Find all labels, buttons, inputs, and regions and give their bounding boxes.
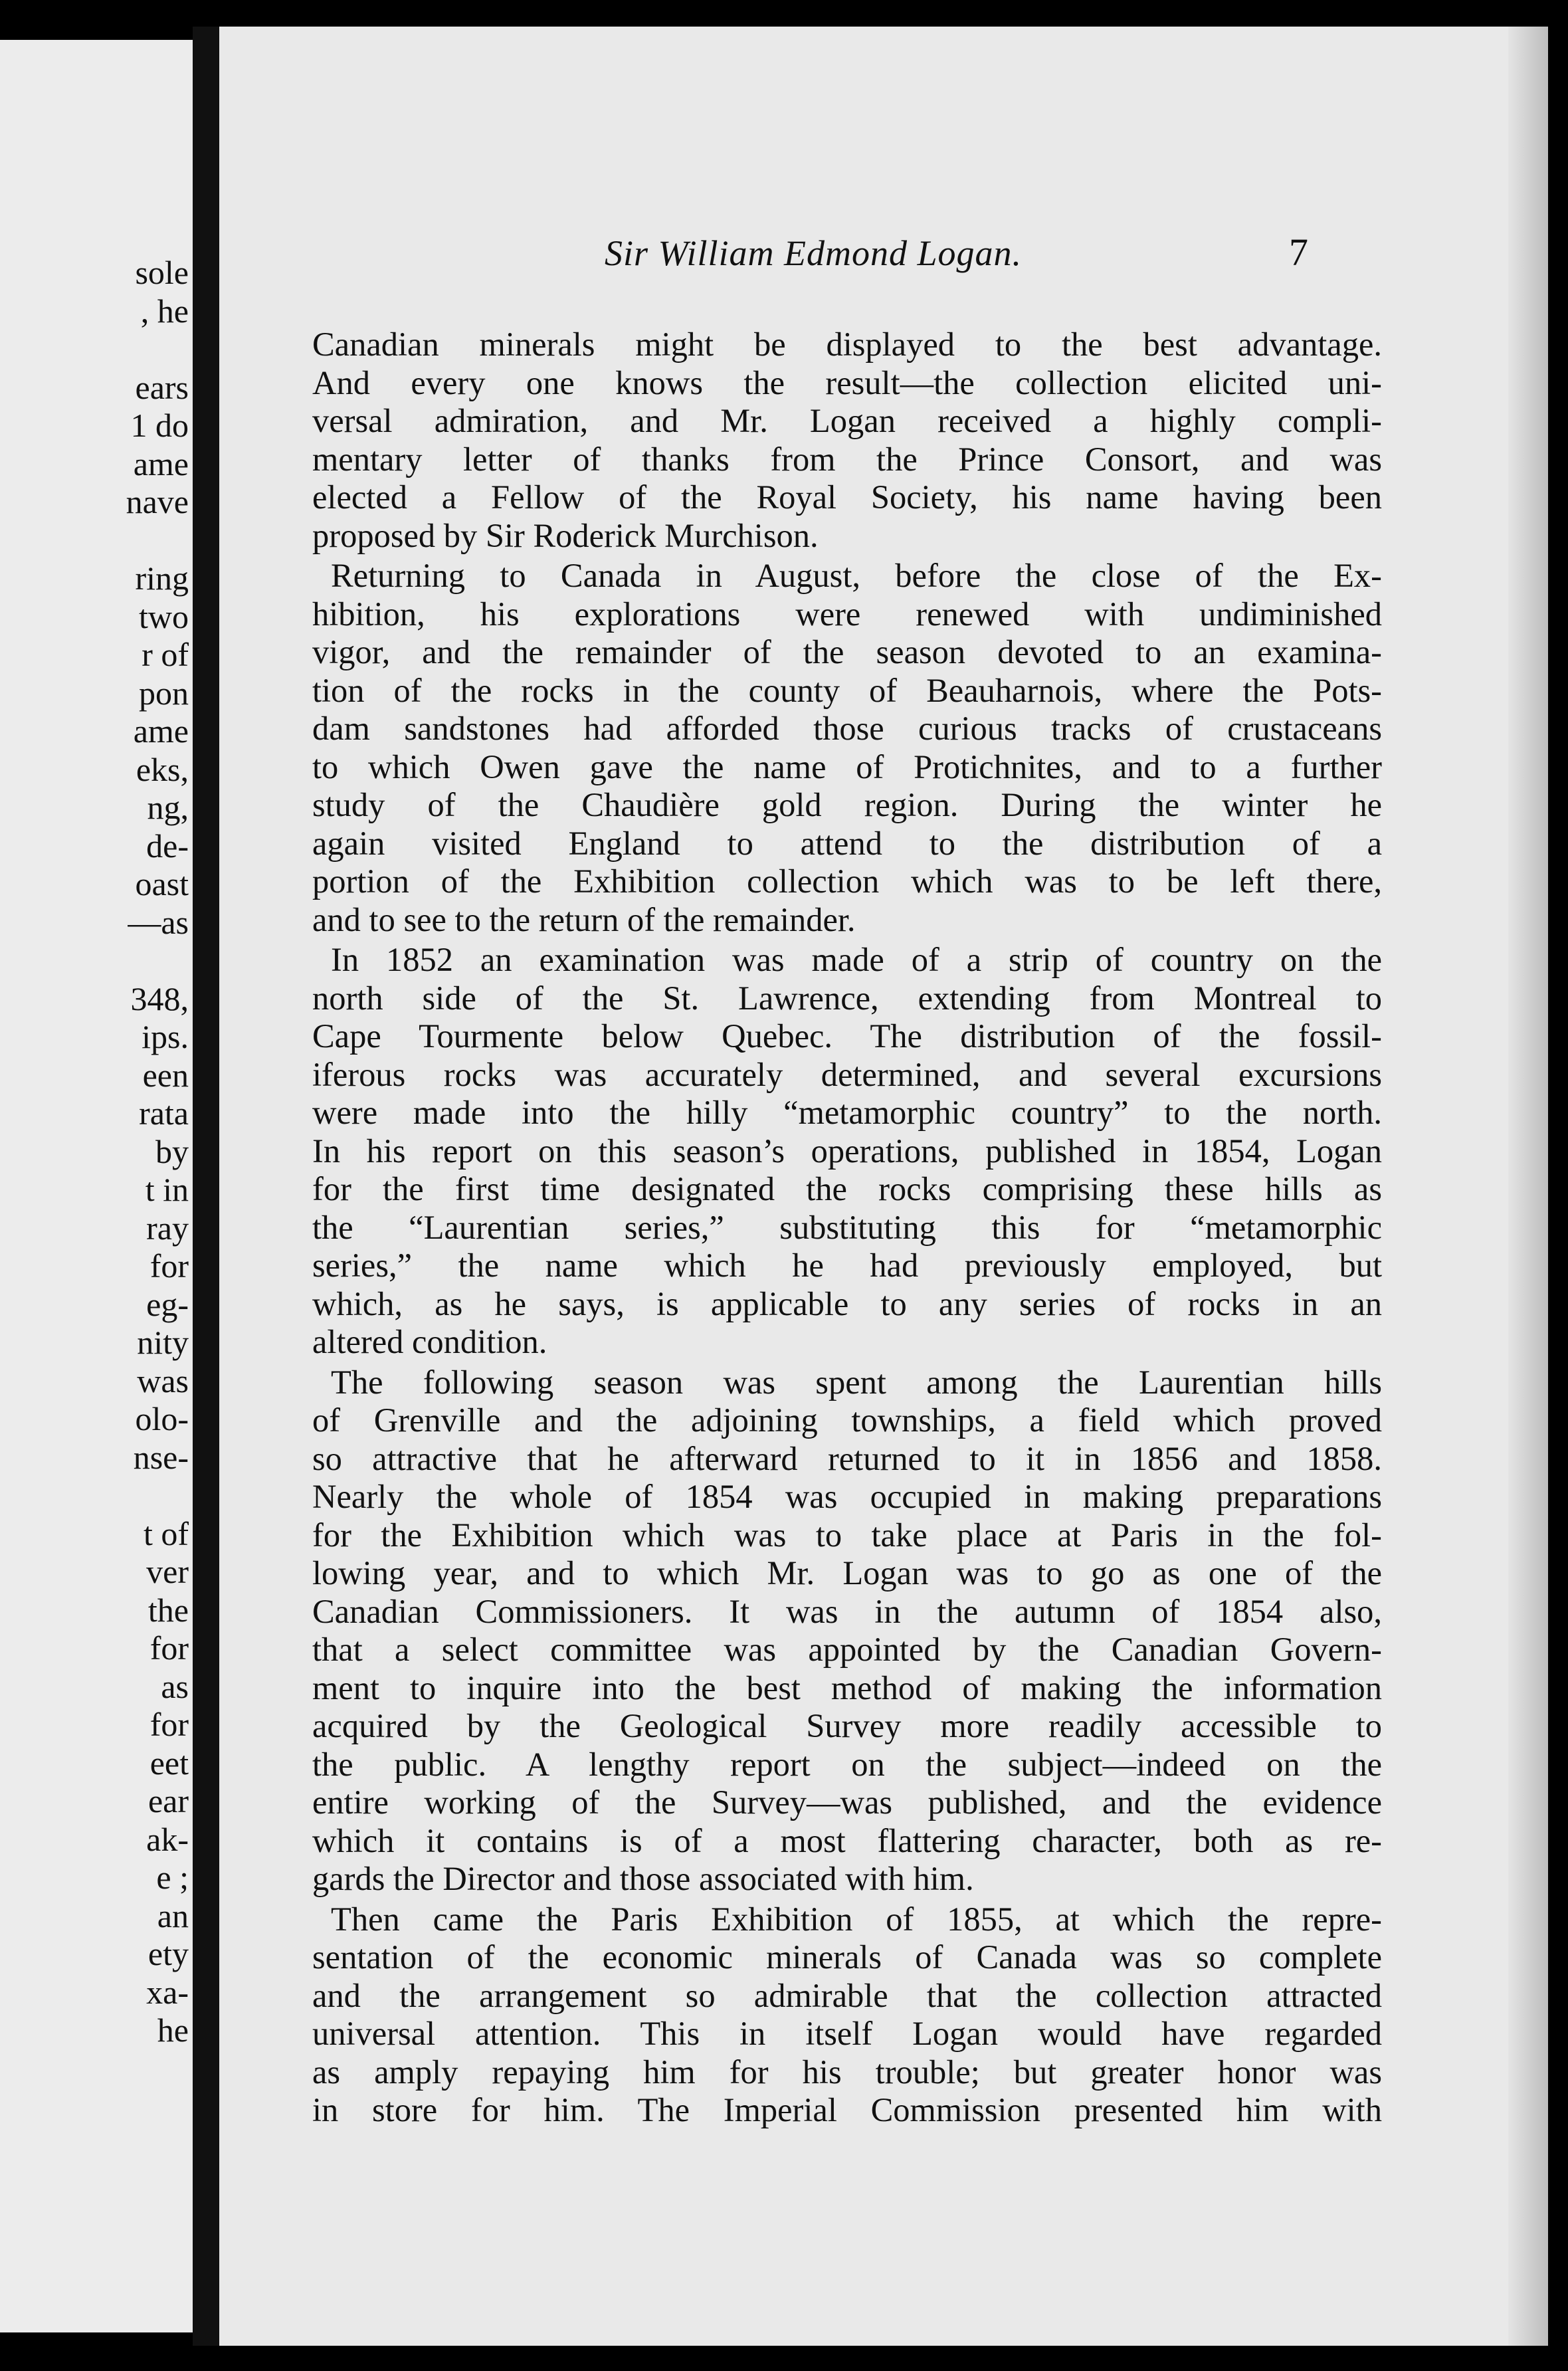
previous-page-line-fragment: for: [149, 1629, 189, 1667]
text-line: and to see to the return of the remainder.: [312, 900, 856, 938]
text-line: The following season was spent among the Laurentian hills: [331, 1363, 1382, 1401]
previous-page-line-fragment: by: [155, 1132, 189, 1170]
previous-page-line-fragment: r of: [142, 636, 189, 673]
previous-page-line-fragment: two: [139, 597, 189, 635]
text-line: to which Owen gave the name of Protichnites, and to a further: [312, 748, 1382, 785]
previous-page-line-fragment: as: [161, 1667, 189, 1705]
previous-page-line-fragment: ame: [133, 445, 189, 482]
previous-page-line-fragment: eks,: [136, 750, 189, 788]
text-line: altered condition.: [312, 1323, 547, 1360]
previous-page-line-fragment: oast: [135, 865, 189, 902]
text-line: as amply repaying him for his trouble; but greater honor was: [312, 2053, 1382, 2091]
paragraph: [312, 1901, 1382, 2130]
paragraph: [312, 326, 1382, 555]
previous-page-line-fragment: xa-: [146, 1973, 189, 2011]
book-page: [219, 27, 1548, 2346]
text-line: universal attention. This in itself Logan would have regarded: [312, 2015, 1382, 2052]
text-line: vigor, and the remainder of the season devoted to an examina-: [312, 633, 1382, 670]
previous-page-line-fragment: ng,: [147, 789, 189, 826]
previous-page-line-fragment: the: [147, 1591, 189, 1629]
text-line: so attractive that he afterward returned to it in 1856 and 1858.: [312, 1439, 1382, 1477]
previous-page-line-fragment: ears: [135, 368, 189, 406]
paragraph: [312, 941, 1382, 1362]
text-line: series,” the name which he had previously employed, but: [312, 1247, 1382, 1284]
previous-page-line-fragment: for: [149, 1706, 189, 1743]
previous-page-line-fragment: olo-: [135, 1400, 189, 1437]
text-line: north side of the St. Lawrence, extending from Montreal to: [312, 979, 1382, 1017]
previous-page-line-fragment: , he: [140, 292, 189, 330]
previous-page-line-fragment: nse-: [133, 1438, 189, 1476]
text-line: Cape Tourmente below Quebec. The distribution of the fossil-: [312, 1017, 1382, 1055]
text-line: Then came the Paris Exhibition of 1855, at which the repre-: [331, 1900, 1382, 1938]
text-line: mentary letter of thanks from the Prince Consort, and was: [312, 440, 1382, 478]
previous-page-line-fragment: ring: [135, 560, 189, 597]
text-line: and the arrangement so admirable that the collection attracted: [312, 1976, 1382, 2014]
previous-page-line-fragment: ver: [146, 1553, 189, 1590]
text-line: for the first time designated the rocks comprising these hills as: [312, 1170, 1382, 1207]
text-line: entire working of the Survey—was published, and the evidence: [312, 1784, 1382, 1821]
previous-page-line-fragment: pon: [139, 674, 189, 712]
text-line: the public. A lengthy report on the subject—indeed on the: [312, 1745, 1382, 1783]
text-line: dam sandstones had afforded those curious tracks of crustaceans: [312, 710, 1382, 747]
previous-page-line-fragment: ray: [146, 1209, 189, 1247]
previous-page-line-fragment: t in: [145, 1171, 189, 1208]
previous-page-line-fragment: ame: [133, 712, 189, 750]
previous-page-line-fragment: 348,: [130, 979, 189, 1017]
previous-page-line-fragment: rata: [139, 1094, 189, 1132]
text-line: hibition, his explorations were renewed with undiminished: [312, 595, 1382, 633]
text-line: again visited England to attend to the distribution of a: [312, 824, 1382, 862]
page-edge-shadow: [1508, 27, 1548, 2346]
text-line: sentation of the economic minerals of Canada was so complete: [312, 1938, 1382, 1976]
running-title: Sir William Edmond Logan.: [605, 233, 1023, 273]
previous-page-line-fragment: eet: [149, 1744, 189, 1782]
text-line: iferous rocks was accurately determined, and several excursions: [312, 1055, 1382, 1093]
text-line: Nearly the whole of 1854 was occupied in making preparations: [312, 1478, 1382, 1515]
previous-page-line-fragment: he: [157, 2011, 189, 2049]
previous-page-fragment: [0, 40, 193, 2332]
previous-page-line-fragment: t of: [143, 1514, 189, 1552]
text-line: were made into the hilly “metamorphic country” to the north.: [312, 1094, 1382, 1131]
text-line: gards the Director and those associated with him.: [312, 1860, 974, 1897]
text-line: proposed by Sir Roderick Murchison.: [312, 516, 819, 554]
previous-page-line-fragment: for: [149, 1247, 189, 1285]
previous-page-line-fragment: een: [142, 1056, 189, 1094]
text-line: lowing year, and to which Mr. Logan was to go as one of the: [312, 1554, 1382, 1592]
text-line: Returning to Canada in August, before the close of the Ex-: [331, 557, 1382, 594]
previous-page-line-fragment: nave: [126, 483, 189, 520]
text-line: in store for him. The Imperial Commission presented him with: [312, 2091, 1382, 2128]
previous-page-line-fragment: ety: [147, 1935, 189, 1972]
text-line: ment to inquire into the best method of making the information: [312, 1669, 1382, 1706]
text-line: In his report on this season’s operations, published in 1854, Logan: [312, 1132, 1382, 1170]
text-line: Canadian Commissioners. It was in the autumn of 1854 also,: [312, 1592, 1382, 1630]
text-line: for the Exhibition which was to take place at Paris in the fol-: [312, 1516, 1382, 1554]
paragraph: [312, 557, 1382, 939]
text-line: which it contains is of a most flattering character, both as re-: [312, 1821, 1382, 1859]
previous-page-line-fragment: nity: [137, 1324, 189, 1361]
text-line: that a select committee was appointed by the Canadian Govern-: [312, 1631, 1382, 1668]
previous-page-line-fragment: e ;: [156, 1859, 189, 1896]
previous-page-line-fragment: 1 do: [130, 407, 189, 444]
previous-page-line-fragment: ear: [147, 1782, 189, 1819]
text-line: of Grenville and the adjoining townships, a field which proved: [312, 1401, 1382, 1439]
text-line: which, as he says, is applicable to any series of rocks in an: [312, 1285, 1382, 1322]
page-number: 7: [1289, 231, 1308, 274]
previous-page-line-fragment: sole: [135, 254, 189, 291]
previous-page-line-fragment: was: [137, 1362, 189, 1399]
previous-page-line-fragment: ak-: [146, 1820, 189, 1858]
previous-page-line-fragment: eg-: [146, 1285, 189, 1323]
paragraph: [312, 1364, 1382, 1899]
text-line: study of the Chaudière gold region. During the winter he: [312, 786, 1382, 823]
text-line: Canadian minerals might be displayed to the best advantage.: [312, 326, 1382, 363]
previous-page-line-fragment: an: [157, 1897, 189, 1934]
text-line: elected a Fellow of the Royal Society, his name having been: [312, 478, 1382, 516]
text-line: And every one knows the result—the collection elicited uni-: [312, 363, 1382, 401]
text-line: In 1852 an examination was made of a strip of country on the: [331, 941, 1382, 978]
previous-page-line-fragment: ips.: [142, 1018, 189, 1055]
body-text: [312, 326, 1382, 2132]
text-line: tion of the rocks in the county of Beauharnois, where the Pots-: [312, 671, 1382, 709]
previous-page-line-fragment: de-: [146, 827, 189, 865]
text-line: acquired by the Geological Survey more readily accessible to: [312, 1707, 1382, 1744]
previous-page-line-fragment: —as: [128, 903, 189, 941]
text-line: the “Laurentian series,” substituting this for “metamorphic: [312, 1208, 1382, 1246]
text-line: portion of the Exhibition collection which was to be left there,: [312, 863, 1382, 900]
text-line: versal admiration, and Mr. Logan received a highly compli-: [312, 402, 1382, 439]
